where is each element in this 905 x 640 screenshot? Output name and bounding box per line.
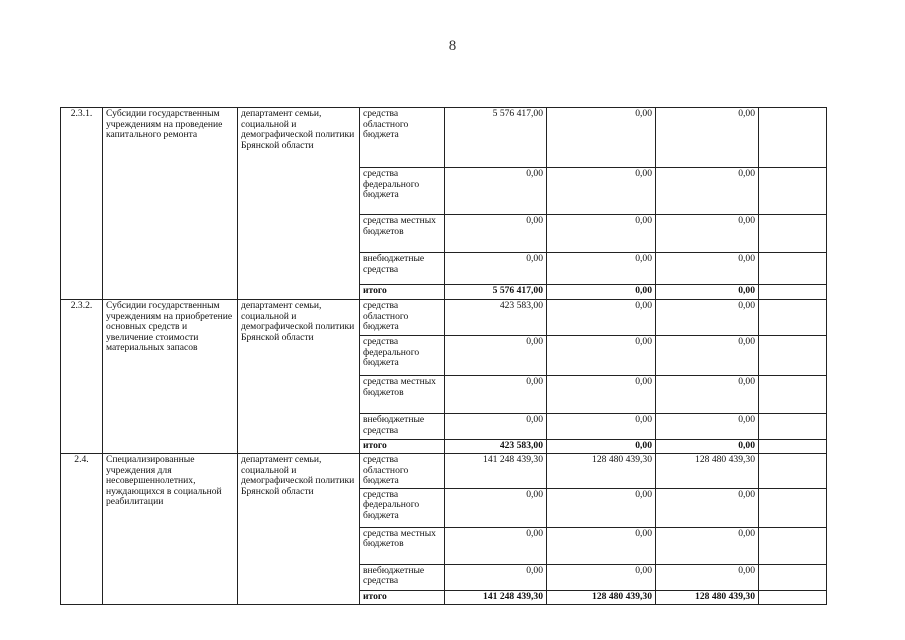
funding-row — [61, 300, 827, 336]
amount-v4 — [759, 564, 827, 590]
page-number: 8 — [448, 38, 457, 54]
amount-v1: 5 576 417,00 — [445, 108, 547, 168]
amount-v1: 0,00 — [445, 215, 547, 253]
amount-v2: 0,00 — [547, 336, 656, 376]
funding-source: средства местных бюджетов — [360, 215, 445, 253]
amount-v4 — [759, 108, 827, 168]
amount-v1: 0,00 — [445, 376, 547, 414]
amount-v2: 0,00 — [547, 527, 656, 564]
amount-v3: 0,00 — [656, 168, 759, 215]
amount-v4 — [759, 590, 827, 604]
funding-source: итого — [360, 590, 445, 604]
amount-v2: 0,00 — [547, 253, 656, 285]
amount-v3: 128 480 439,30 — [656, 590, 759, 604]
funding-source: средства областного бюджета — [360, 454, 445, 489]
amount-v2: 128 480 439,30 — [547, 590, 656, 604]
amount-v2: 0,00 — [547, 285, 656, 300]
item-name: Субсидии государственным учреждениям на приобретение основных средств и увеличение стоимости материальных запасов — [103, 300, 238, 454]
amount-v4 — [759, 376, 827, 414]
amount-v2: 0,00 — [547, 376, 656, 414]
item-executor: департамент семьи, социальной и демографической политики Брянской области — [238, 454, 360, 605]
amount-v2: 0,00 — [547, 300, 656, 336]
amount-v4 — [759, 215, 827, 253]
amount-v3: 0,00 — [656, 488, 759, 527]
funding-source: средства федерального бюджета — [360, 168, 445, 215]
funding-source: средства федерального бюджета — [360, 336, 445, 376]
funding-source: внебюджетные средства — [360, 564, 445, 590]
amount-v2: 0,00 — [547, 215, 656, 253]
amount-v3: 0,00 — [656, 215, 759, 253]
amount-v4 — [759, 488, 827, 527]
amount-v1: 0,00 — [445, 336, 547, 376]
amount-v2: 0,00 — [547, 414, 656, 440]
funding-source: средства местных бюджетов — [360, 376, 445, 414]
amount-v1: 0,00 — [445, 253, 547, 285]
amount-v1: 5 576 417,00 — [445, 285, 547, 300]
amount-v3: 0,00 — [656, 414, 759, 440]
amount-v2: 0,00 — [547, 440, 656, 454]
funding-source: итого — [360, 440, 445, 454]
amount-v3: 0,00 — [656, 336, 759, 376]
budget-table — [60, 107, 827, 605]
item-name: Специализированные учреждения для несовершеннолетних, нуждающихся в социальной реабилитации — [103, 454, 238, 605]
funding-row — [61, 454, 827, 489]
item-executor: департамент семьи, социальной и демографической политики Брянской области — [238, 300, 360, 454]
amount-v4 — [759, 336, 827, 376]
funding-row — [61, 108, 827, 168]
table-body — [61, 108, 827, 605]
amount-v1: 0,00 — [445, 168, 547, 215]
amount-v1: 423 583,00 — [445, 440, 547, 454]
amount-v3: 0,00 — [656, 376, 759, 414]
amount-v3: 0,00 — [656, 564, 759, 590]
amount-v4 — [759, 454, 827, 489]
funding-source: средства областного бюджета — [360, 300, 445, 336]
amount-v1: 141 248 439,30 — [445, 454, 547, 489]
amount-v1: 0,00 — [445, 564, 547, 590]
item-code: 2.4. — [61, 454, 103, 605]
amount-v2: 128 480 439,30 — [547, 454, 656, 489]
amount-v3: 0,00 — [656, 108, 759, 168]
amount-v1: 423 583,00 — [445, 300, 547, 336]
amount-v3: 0,00 — [656, 440, 759, 454]
amount-v1: 141 248 439,30 — [445, 590, 547, 604]
item-code: 2.3.1. — [61, 108, 103, 300]
amount-v4 — [759, 440, 827, 454]
amount-v1: 0,00 — [445, 527, 547, 564]
amount-v4 — [759, 253, 827, 285]
funding-source: внебюджетные средства — [360, 414, 445, 440]
funding-source: средства федерального бюджета — [360, 488, 445, 527]
amount-v4 — [759, 168, 827, 215]
amount-v3: 0,00 — [656, 300, 759, 336]
amount-v4 — [759, 414, 827, 440]
amount-v1: 0,00 — [445, 414, 547, 440]
item-code: 2.3.2. — [61, 300, 103, 454]
amount-v4 — [759, 527, 827, 564]
amount-v3: 0,00 — [656, 253, 759, 285]
amount-v2: 0,00 — [547, 108, 656, 168]
funding-source: средства местных бюджетов — [360, 527, 445, 564]
amount-v2: 0,00 — [547, 168, 656, 215]
funding-source: средства областного бюджета — [360, 108, 445, 168]
amount-v4 — [759, 285, 827, 300]
amount-v2: 0,00 — [547, 564, 656, 590]
amount-v3: 128 480 439,30 — [656, 454, 759, 489]
amount-v3: 0,00 — [656, 527, 759, 564]
funding-source: внебюджетные средства — [360, 253, 445, 285]
amount-v1: 0,00 — [445, 488, 547, 527]
funding-source: итого — [360, 285, 445, 300]
item-name: Субсидии государственным учреждениям на проведение капитального ремонта — [103, 108, 238, 300]
amount-v2: 0,00 — [547, 488, 656, 527]
item-executor: департамент семьи, социальной и демографической политики Брянской области — [238, 108, 360, 300]
amount-v4 — [759, 300, 827, 336]
amount-v3: 0,00 — [656, 285, 759, 300]
